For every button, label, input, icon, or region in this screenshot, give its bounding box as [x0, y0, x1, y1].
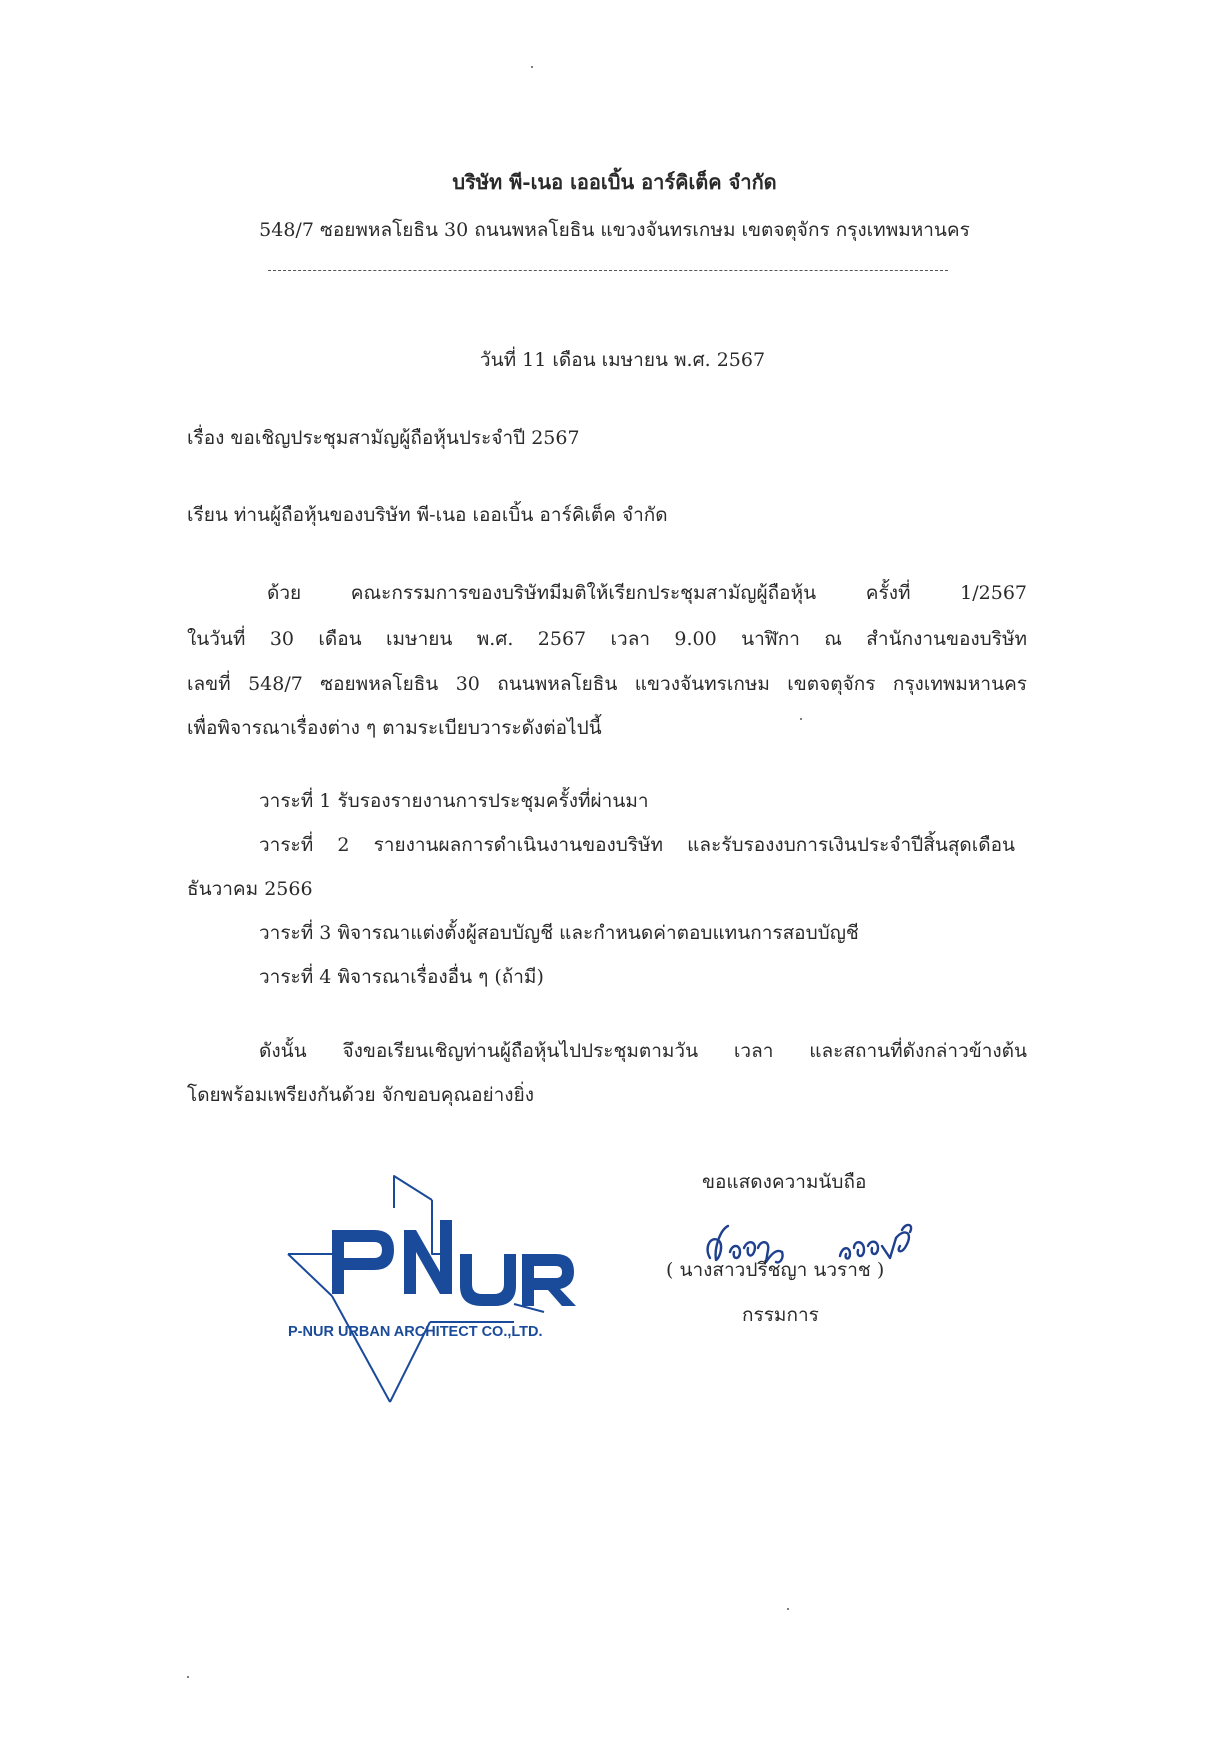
- logo-letter-r: [522, 1254, 576, 1306]
- closing-line-1: ดังนั้น จึงขอเรียนเชิญท่านผู้ถือหุ้นไปประชุมตามวัน เวลา และสถานที่ดังกล่าวข้างต้น: [259, 1040, 1027, 1062]
- company-logo-stamp: [282, 1170, 592, 1420]
- scan-speck: [787, 1608, 789, 1610]
- logo-letter-u: [460, 1254, 516, 1306]
- agenda-item-1: วาระที่ 1 รับรองรายงานการประชุมครั้งที่ผ่านมา: [259, 790, 649, 812]
- intro-line-4: เพื่อพิจารณาเรื่องต่าง ๆ ตามระเบียบวาระดังต่อไปนี้: [187, 717, 602, 739]
- scan-speck: [187, 1676, 189, 1678]
- intro-line-3: เลขที่ 548/7 ซอยพหลโยธิน 30 ถนนพหลโยธิน แขวงจันทรเกษม เขตจตุจักร กรุงเทพมหานคร: [187, 673, 1027, 695]
- subject-line: เรื่อง ขอเชิญประชุมสามัญผู้ถือหุ้นประจำปี 2567: [187, 427, 580, 449]
- agenda-item-2-continued: ธันวาคม 2566: [187, 878, 313, 900]
- logo-letter-p: [332, 1230, 394, 1294]
- closing-line-2: โดยพร้อมเพรียงกันด้วย จักขอบคุณอย่างยิ่ง: [187, 1084, 534, 1106]
- agenda-item-4: วาระที่ 4 พิจารณาเรื่องอื่น ๆ (ถ้ามี): [259, 966, 544, 988]
- addressee-line: เรียน ท่านผู้ถือหุ้นของบริษัท พี-เนอ เออเบิ้น อาร์คิเต็ค จำกัด: [187, 504, 668, 526]
- scan-speck: [531, 66, 533, 68]
- logo-caption: P-NUR URBAN ARCHITECT CO.,LTD.: [288, 1324, 543, 1340]
- intro-line-2: ในวันที่ 30 เดือน เมษายน พ.ศ. 2567 เวลา 9.00 นาฬิกา ณ สำนักงานของบริษัท: [187, 628, 1027, 650]
- logo-letter-n: [404, 1220, 452, 1294]
- company-address: 548/7 ซอยพหลโยธิน 30 ถนนพหลโยธิน แขวงจันทรเกษม เขตจตุจักร กรุงเทพมหานคร: [259, 219, 970, 241]
- header-divider: [268, 270, 948, 271]
- signer-title: กรรมการ: [742, 1304, 819, 1326]
- scan-speck: [800, 718, 802, 720]
- signer-name: ( นางสาวปรีชญา นวราช ): [666, 1259, 885, 1281]
- agenda-item-2: วาระที่ 2 รายงานผลการดำเนินงานของบริษัท และรับรองงบการเงินประจำปีสิ้นสุดเดือน: [259, 834, 1015, 856]
- regards-text: ขอแสดงความนับถือ: [702, 1171, 867, 1193]
- agenda-item-3: วาระที่ 3 พิจารณาแต่งตั้งผู้สอบบัญชี และกำหนดค่าตอบแทนการสอบบัญชี: [259, 922, 859, 944]
- company-name: บริษัท พี-เนอ เออเบิ้น อาร์คิเต็ค จำกัด: [452, 170, 777, 194]
- date-line: วันที่ 11 เดือน เมษายน พ.ศ. 2567: [479, 349, 766, 371]
- intro-line-1: ด้วย คณะกรรมการของบริษัทมีมติให้เรียกประชุมสามัญผู้ถือหุ้น ครั้งที่ 1/2567: [267, 582, 1027, 604]
